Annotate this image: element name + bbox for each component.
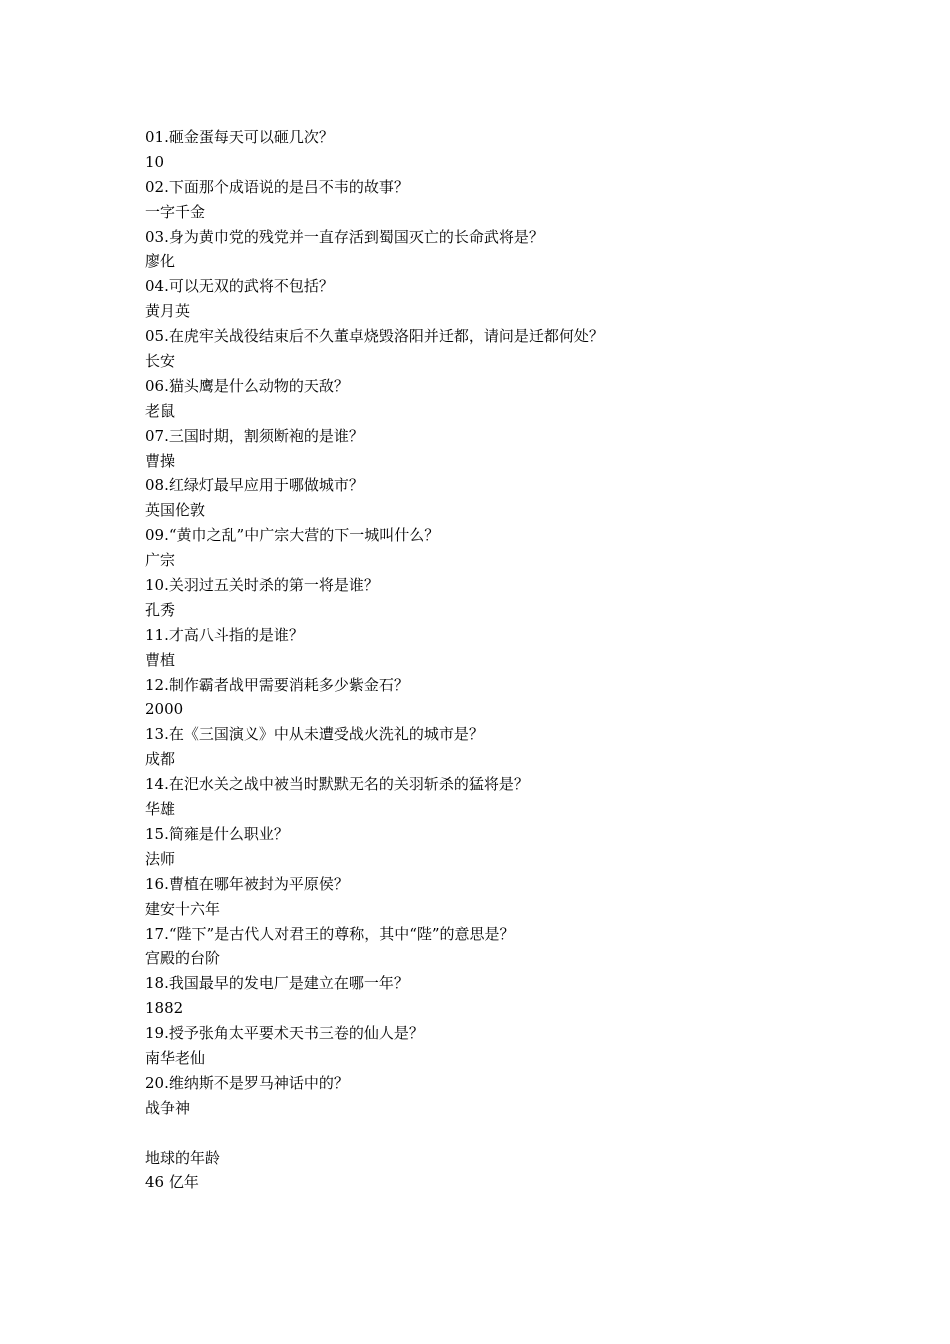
question-16: 16.曹植在哪年被封为平原侯？ xyxy=(145,874,349,893)
question-14: 14.在汜水关之战中被当时默默无名的关羽斩杀的猛将是？ xyxy=(145,775,529,794)
question-06: 06.猫头鹰是什么动物的天敌？ xyxy=(145,376,349,395)
extra-question: 地球的年龄 xyxy=(145,1148,221,1167)
question-09: 09.“黄巾之乱”中广宗大营的下一城叫什么？ xyxy=(145,526,440,545)
extra-answer: 46 亿年 xyxy=(145,1173,199,1192)
answer-04: 黄月英 xyxy=(145,302,191,321)
question-04: 04.可以无双的武将不包括？ xyxy=(145,277,334,296)
question-02: 02.下面那个成语说的是吕不韦的故事？ xyxy=(145,177,409,196)
question-08: 08.红绿灯最早应用于哪做城市？ xyxy=(145,476,364,495)
answer-01: 10 xyxy=(145,152,165,171)
question-13: 13.在《三国演义》中从未遭受战火洗礼的城市是？ xyxy=(145,725,484,744)
answer-07: 曹操 xyxy=(145,451,176,470)
answer-14: 华雄 xyxy=(145,800,176,819)
answer-08: 英国伦敦 xyxy=(145,501,206,520)
answer-09: 广宗 xyxy=(145,551,176,570)
question-15: 15.简雍是什么职业？ xyxy=(145,824,289,843)
answer-18: 1882 xyxy=(145,999,184,1018)
question-07: 07.三国时期，割须断袍的是谁？ xyxy=(145,426,364,445)
question-12: 12.制作霸者战甲需要消耗多少紫金石？ xyxy=(145,675,409,694)
question-03: 03.身为黄巾党的残党并一直存活到蜀国灭亡的长命武将是？ xyxy=(145,227,544,246)
question-20: 20.维纳斯不是罗马神话中的？ xyxy=(145,1073,349,1092)
question-19: 19.授予张角太平要术天书三卷的仙人是？ xyxy=(145,1024,424,1043)
answer-19: 南华老仙 xyxy=(145,1048,206,1067)
answer-03: 廖化 xyxy=(145,252,176,271)
answer-11: 曹植 xyxy=(145,650,176,669)
answer-06: 老鼠 xyxy=(145,401,176,420)
question-11: 11.才高八斗指的是谁？ xyxy=(145,625,304,644)
answer-15: 法师 xyxy=(145,849,176,868)
qa-list xyxy=(145,125,845,1195)
blank-line xyxy=(145,1121,845,1146)
answer-10: 孔秀 xyxy=(145,600,176,619)
answer-16: 建安十六年 xyxy=(145,899,221,918)
answer-12: 2000 xyxy=(145,700,184,719)
answer-02: 一字千金 xyxy=(145,202,206,221)
question-05: 05.在虎牢关战役结束后不久董卓烧毁洛阳并迁都，请问是迁都何处？ xyxy=(145,327,604,346)
answer-20: 战争神 xyxy=(145,1098,191,1117)
question-10: 10.关羽过五关时杀的第一将是谁？ xyxy=(145,576,379,595)
question-18: 18.我国最早的发电厂是建立在哪一年？ xyxy=(145,974,409,993)
answer-13: 成都 xyxy=(145,750,176,769)
answer-05: 长安 xyxy=(145,352,176,371)
question-17: 17.“陛下”是古代人对君王的尊称，其中“陛”的意思是？ xyxy=(145,924,515,943)
question-01: 01.砸金蛋每天可以砸几次？ xyxy=(145,128,334,146)
answer-17: 宫殿的台阶 xyxy=(145,949,221,968)
